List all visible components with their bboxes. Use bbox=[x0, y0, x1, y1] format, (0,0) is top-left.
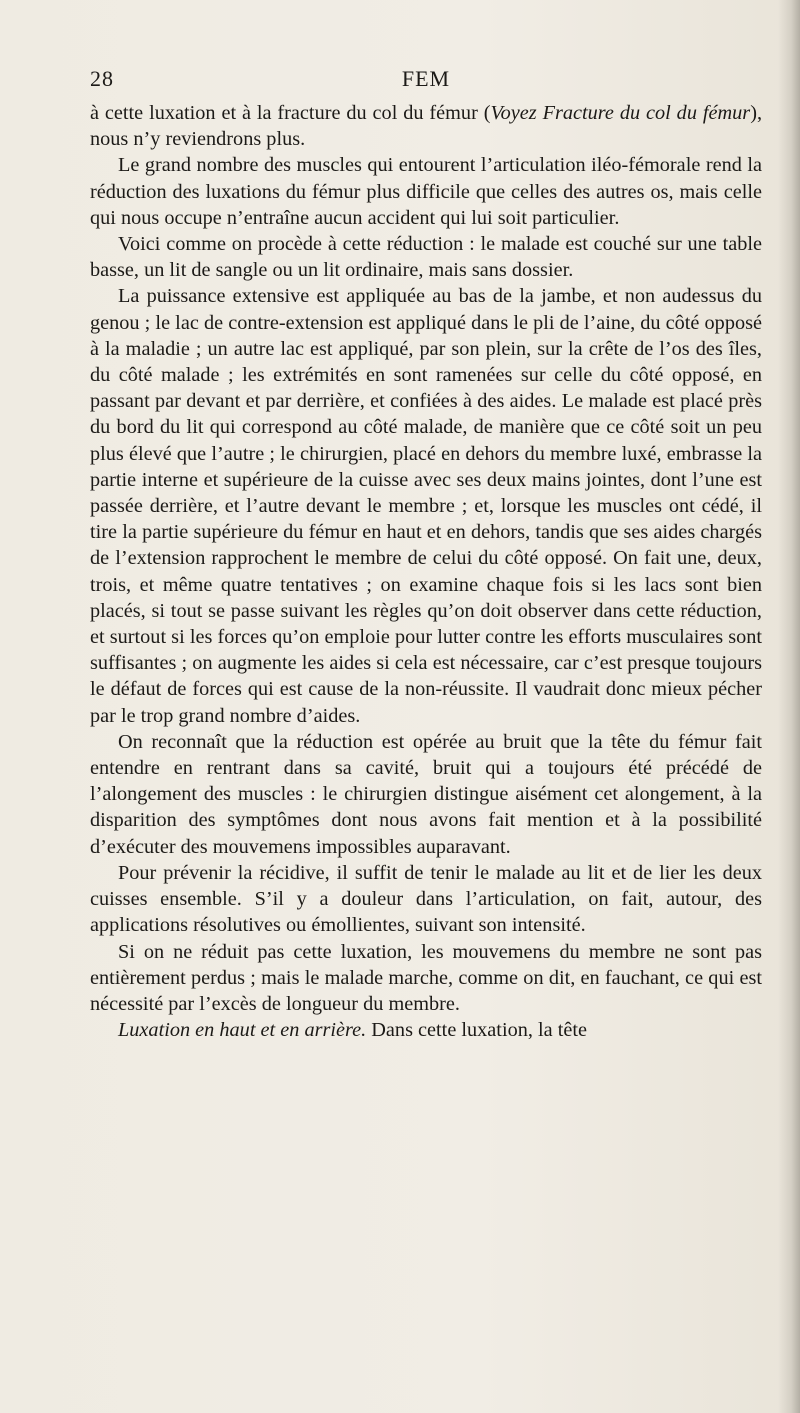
italic-section-heading: Luxation en haut et en arrière. bbox=[118, 1019, 367, 1042]
paragraph: Pour prévenir la récidive, il suffit de tenir le malade au lit et de lier les deux cuisses ensemble. S’il y a douleur dans l’articulation, on fait, autour, des applications résolutives ou émollientes, suivant son intensité. bbox=[90, 861, 762, 937]
paragraph-continuation bbox=[90, 100, 762, 152]
paragraph-text: Dans cette luxation, la tête bbox=[366, 1019, 587, 1042]
italic-cross-reference: Voyez Fracture du col du fémur bbox=[490, 102, 751, 124]
paragraph: Si on ne réduit pas cette luxation, les mouvemens du membre ne sont pas entièrement perdus ; mais le malade marche, comme on dit, en fauchant, ce qui est nécessité par l’excès de longueur du membre. bbox=[90, 940, 762, 1015]
page-header bbox=[90, 66, 762, 96]
paragraph: Voici comme on procède à cette réduction : le malade est couché sur une table basse, un lit de sangle ou un lit ordinaire, mais sans dossier. bbox=[90, 233, 762, 282]
running-head: FEM bbox=[401, 66, 451, 91]
page-number: 28 bbox=[90, 66, 114, 91]
paragraph: On reconnaît que la réduction est opérée au bruit que la tête du fémur fait entendre en rentrant dans sa cavité, bruit qui a toujours été précédé de l’alongement des muscles : le chirurgien distingue aisément cet alongement, à la disparition des symptômes dont nous avons fait mention et à la possibilité d’exécuter des mouvemens impossibles auparavant. bbox=[90, 730, 762, 858]
paragraph: La puissance extensive est appliquée au bas de la jambe, et non audessus du genou ; le lac de contre-extension est appliqué dans le pli de l’aine, du côté opposé à la maladie ; un autre lac est appliqué, par son plein, sur la crête de l’os des îles, du côté malade ; les extrémités en sont ramenées sur celle du côté opposé, en passant par devant et par derrière, et confiées à des aides. Le malade est placé près du bord du lit qui correspond au côté malade, de manière que ce côté soit un peu plus élevé que l’autre ; le chirurgien, placé en dehors du membre luxé, embrasse la partie interne et supérieure de la cuisse avec ses deux mains jointes, dont l’une est passée derrière, et l’autre devant le membre ; et, lorsque les muscles ont cédé, il tire la partie supérieure du fémur en haut et en dehors, tandis que ses aides chargés de l’extension rapprochent le membre de celui du côté opposé. On fait une, deux, trois, et même quatre tentatives ; on examine chaque fois si les lacs sont bien placés, si tout se passe suivant les règles qu’on doit observer dans cette réduction, et surtout si les forces qu’on emploie pour lutter contre les efforts musculaires sont suffisantes ; on augmente les aides si cela est nécessaire, car c’est presque toujours le défaut de forces qui est cause de la non-réussite. Il vaudrait donc mieux pécher par le trop grand nombre d’aides. bbox=[90, 285, 762, 727]
body-text bbox=[90, 100, 762, 1043]
paragraph-text: ), nous n’y reviendrons plus. bbox=[90, 102, 763, 151]
paragraph: Le grand nombre des muscles qui entourent l’articulation iléo-fémorale rend la réduction des luxations du fémur plus difficile que celles des autres os, mais celle qui nous occupe n’entraîne aucun accident qui lui soit particulier. bbox=[90, 154, 762, 229]
section-start-paragraph bbox=[90, 1017, 762, 1043]
page-gutter-shadow bbox=[778, 0, 800, 1413]
paragraph-text: à cette luxation et à la fracture du col du fémur ( bbox=[90, 102, 491, 124]
